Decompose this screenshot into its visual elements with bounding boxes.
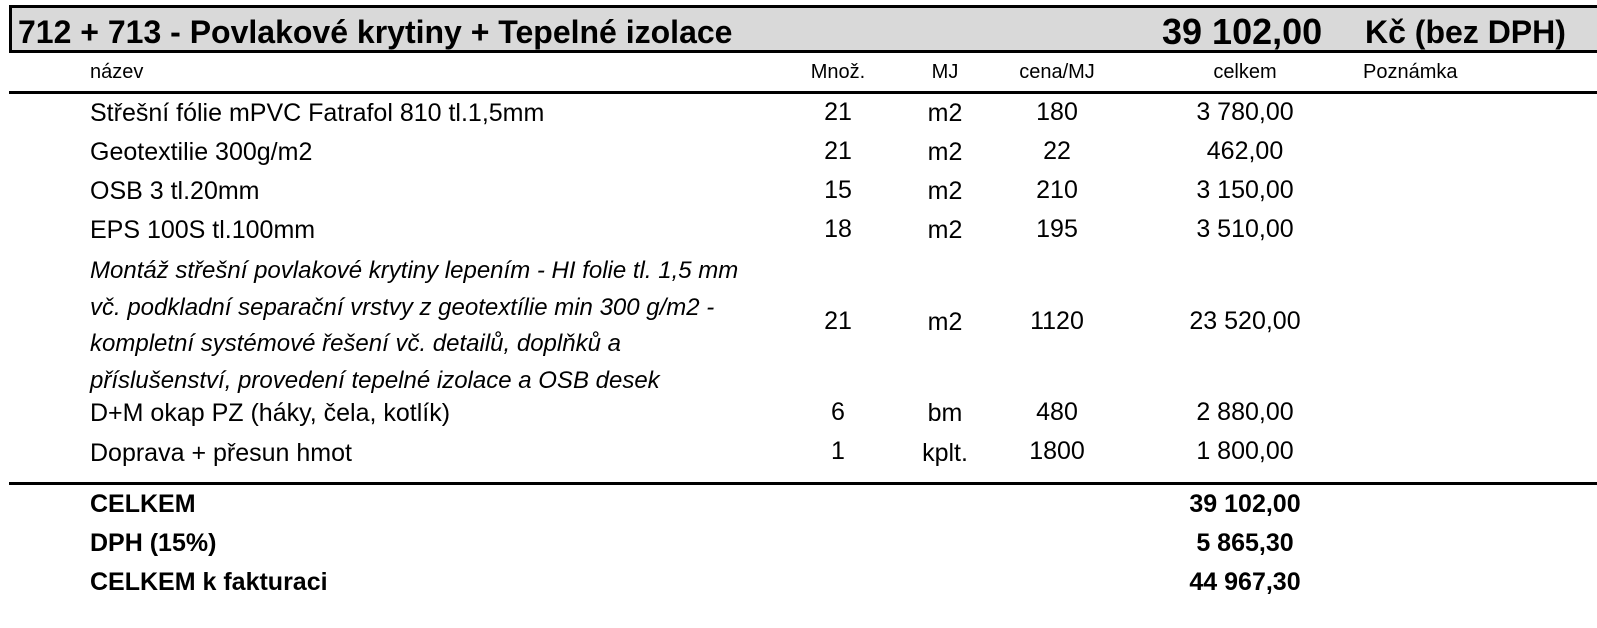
grand-total-value: 44 967,30: [1189, 568, 1301, 596]
item-total: 2 880,00: [1196, 398, 1294, 426]
subtotal-label: CELKEM: [90, 490, 196, 518]
item-qty: 21: [824, 98, 852, 126]
section-currency-note: Kč (bez DPH): [1365, 14, 1566, 50]
item-qty: 15: [824, 176, 852, 204]
item-unit-price: 210: [1036, 176, 1078, 204]
section-title-bar: [9, 5, 1597, 53]
grand-total-label: CELKEM k fakturaci: [90, 568, 328, 596]
item-name: Montáž střešní povlakové krytiny lepením - HI folie tl. 1,5 mm vč. podkladní separační vrstvy z geotextílie min 300 g/m2 - kompletní systémové řešení vč. detailů, doplňků a příslušenství, provedení tepelné izolace a OSB desek: [90, 257, 739, 394]
item-name: EPS 100S tl.100mm: [90, 216, 316, 244]
column-header-unit-price: cena/MJ: [1019, 61, 1095, 83]
item-total: 1 800,00: [1196, 437, 1294, 465]
item-unit-price: 22: [1043, 137, 1071, 165]
header-divider: [9, 91, 1597, 94]
item-total: 3 150,00: [1196, 176, 1294, 204]
item-qty: 21: [824, 307, 852, 335]
item-unit: m2: [927, 99, 963, 127]
item-unit-price: 1800: [1029, 437, 1085, 465]
subtotal-value: 39 102,00: [1189, 490, 1301, 518]
section-title: 712 + 713 - Povlakové krytiny + Tepelné izolace: [18, 14, 733, 50]
item-name: OSB 3 tl.20mm: [90, 177, 260, 205]
column-header-name: název: [90, 61, 144, 83]
item-name: Doprava + přesun hmot: [90, 439, 352, 467]
item-name: Střešní fólie mPVC Fatrafol 810 tl.1,5mm: [90, 99, 545, 127]
item-unit-price: 180: [1036, 98, 1078, 126]
column-header-qty: Množ.: [810, 61, 866, 83]
column-header-total: celkem: [1213, 61, 1277, 83]
item-qty: 18: [824, 215, 852, 243]
column-header-unit: MJ: [931, 61, 959, 83]
item-unit: m2: [927, 308, 963, 336]
item-qty: 1: [831, 437, 845, 465]
item-qty: 6: [831, 398, 845, 426]
item-total: 23 520,00: [1189, 307, 1301, 335]
item-unit: kplt.: [922, 439, 968, 467]
item-name: D+M okap PZ (háky, čela, kotlík): [90, 399, 451, 427]
summary-divider: [9, 482, 1597, 485]
item-total: 3 780,00: [1196, 98, 1294, 126]
item-unit-price: 480: [1036, 398, 1078, 426]
item-total: 462,00: [1206, 137, 1284, 165]
column-header-note: Poznámka: [1363, 61, 1458, 83]
item-total: 3 510,00: [1196, 215, 1294, 243]
item-unit: m2: [927, 177, 963, 205]
item-unit: bm: [927, 399, 963, 427]
section-total: 39 102,00: [1162, 11, 1323, 52]
item-unit: m2: [927, 216, 963, 244]
item-name: Geotextilie 300g/m2: [90, 138, 313, 166]
item-unit-price: 1120: [1030, 307, 1084, 335]
item-unit-price: 195: [1036, 215, 1078, 243]
item-unit: m2: [927, 138, 963, 166]
vat-value: 5 865,30: [1196, 529, 1294, 557]
item-qty: 21: [824, 137, 852, 165]
vat-label: DPH (15%): [90, 529, 217, 557]
